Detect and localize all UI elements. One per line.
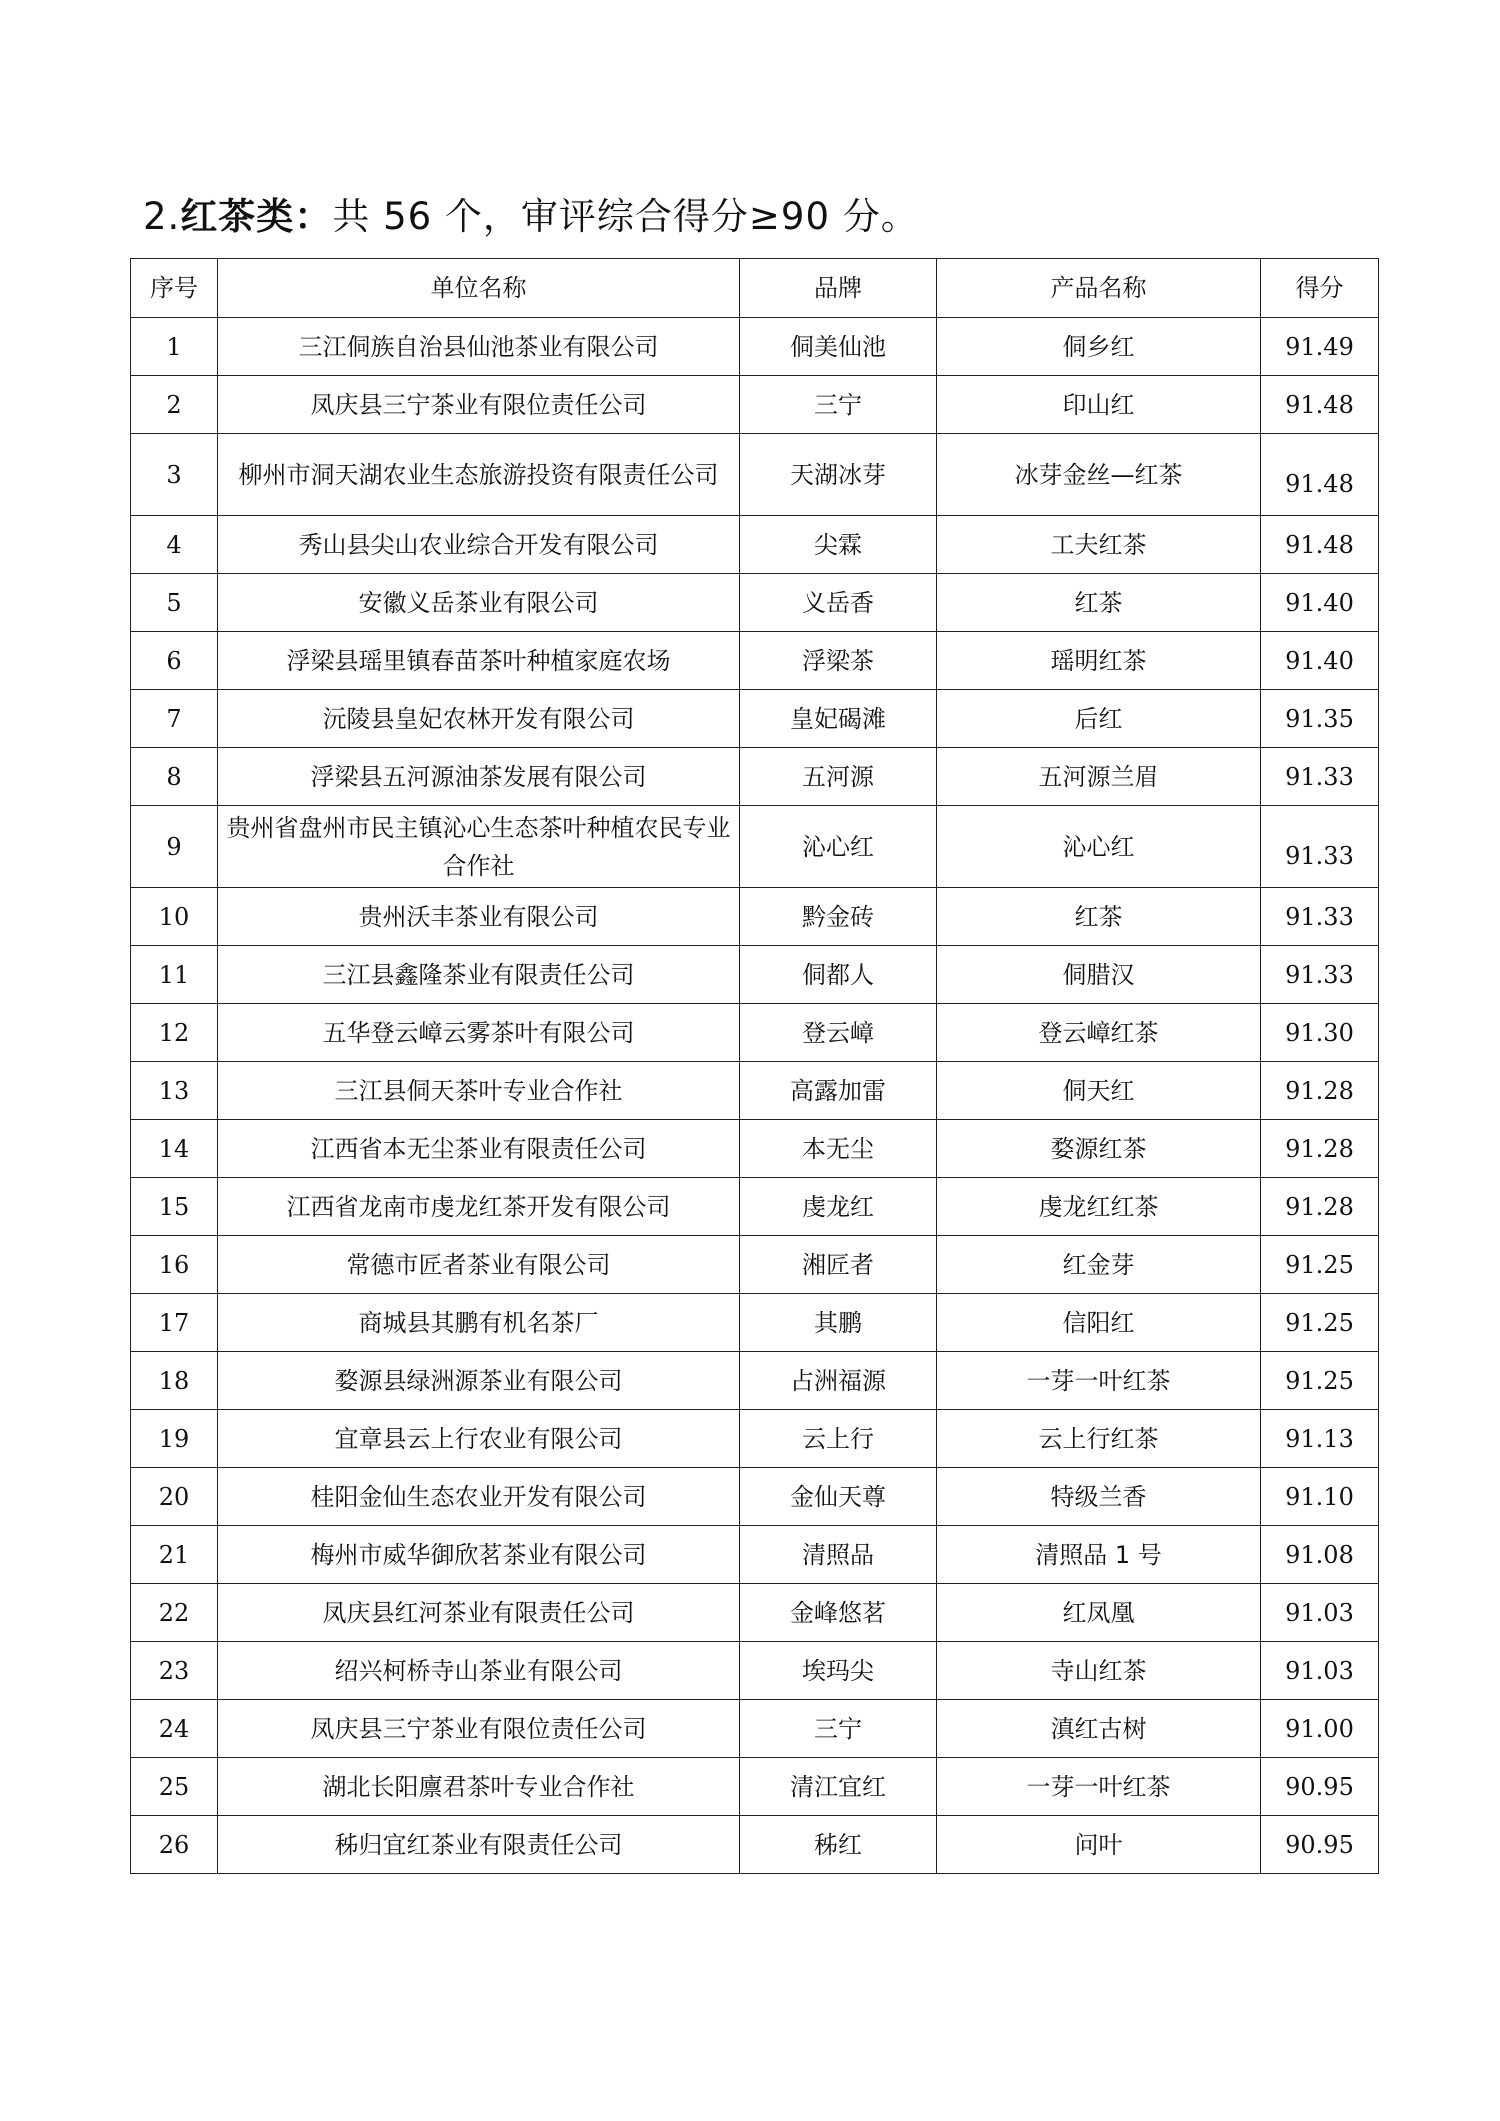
cell-company: 宜章县云上行农业有限公司 <box>218 1410 740 1468</box>
section-heading <box>143 192 919 242</box>
cell-company: 三江县鑫隆茶业有限责任公司 <box>218 946 740 1004</box>
cell-brand: 侗都人 <box>740 946 937 1004</box>
cell-brand: 清照品 <box>740 1526 937 1584</box>
cell-product: 婺源红茶 <box>937 1120 1261 1178</box>
heading-summary: 共 56 个，审评综合得分≥90 分。 <box>332 195 919 238</box>
cell-company: 梅州市威华御欣茗茶业有限公司 <box>218 1526 740 1584</box>
cell-seq: 6 <box>131 632 218 690</box>
cell-score: 91.10 <box>1261 1468 1379 1526</box>
cell-product: 问叶 <box>937 1816 1261 1874</box>
cell-company: 江西省本无尘茶业有限责任公司 <box>218 1120 740 1178</box>
table-row <box>131 1294 1379 1352</box>
table-row <box>131 1758 1379 1816</box>
cell-score: 91.30 <box>1261 1004 1379 1062</box>
table-row <box>131 946 1379 1004</box>
cell-brand: 五河源 <box>740 748 937 806</box>
cell-seq: 5 <box>131 574 218 632</box>
cell-seq: 2 <box>131 376 218 434</box>
cell-company: 秀山县尖山农业综合开发有限公司 <box>218 516 740 574</box>
cell-product: 红金芽 <box>937 1236 1261 1294</box>
header-seq: 序号 <box>131 259 218 318</box>
cell-score: 91.28 <box>1261 1062 1379 1120</box>
cell-score: 91.40 <box>1261 632 1379 690</box>
cell-seq: 9 <box>131 806 218 888</box>
cell-company: 湖北长阳廪君茶叶专业合作社 <box>218 1758 740 1816</box>
cell-company: 沅陵县皇妃农林开发有限公司 <box>218 690 740 748</box>
cell-seq: 12 <box>131 1004 218 1062</box>
cell-seq: 19 <box>131 1410 218 1468</box>
cell-product: 一芽一叶红茶 <box>937 1758 1261 1816</box>
cell-product: 虔龙红红茶 <box>937 1178 1261 1236</box>
header-product: 产品名称 <box>937 259 1261 318</box>
cell-score: 90.95 <box>1261 1816 1379 1874</box>
cell-score: 91.25 <box>1261 1352 1379 1410</box>
table-row <box>131 516 1379 574</box>
cell-brand: 占洲福源 <box>740 1352 937 1410</box>
cell-seq: 26 <box>131 1816 218 1874</box>
cell-product: 清照品 1 号 <box>937 1526 1261 1584</box>
table-row <box>131 434 1379 516</box>
cell-seq: 3 <box>131 434 218 516</box>
cell-product: 工夫红茶 <box>937 516 1261 574</box>
cell-brand: 三宁 <box>740 376 937 434</box>
cell-score: 91.25 <box>1261 1294 1379 1352</box>
cell-seq: 20 <box>131 1468 218 1526</box>
cell-company: 凤庆县三宁茶业有限位责任公司 <box>218 1700 740 1758</box>
cell-product: 云上行红茶 <box>937 1410 1261 1468</box>
cell-seq: 25 <box>131 1758 218 1816</box>
cell-score: 91.00 <box>1261 1700 1379 1758</box>
table-row <box>131 376 1379 434</box>
cell-score: 91.13 <box>1261 1410 1379 1468</box>
table-row <box>131 690 1379 748</box>
cell-score: 91.08 <box>1261 1526 1379 1584</box>
table-row <box>131 1120 1379 1178</box>
cell-brand: 其鹏 <box>740 1294 937 1352</box>
cell-company: 浮梁县五河源油茶发展有限公司 <box>218 748 740 806</box>
header-score: 得分 <box>1261 259 1379 318</box>
table-body <box>131 318 1379 1874</box>
cell-seq: 1 <box>131 318 218 376</box>
cell-company: 柳州市洞天湖农业生态旅游投资有限责任公司 <box>218 434 740 516</box>
cell-brand: 埃玛尖 <box>740 1642 937 1700</box>
cell-brand: 清江宜红 <box>740 1758 937 1816</box>
cell-brand: 黔金砖 <box>740 888 937 946</box>
table-row <box>131 1062 1379 1120</box>
cell-seq: 14 <box>131 1120 218 1178</box>
cell-product: 侗天红 <box>937 1062 1261 1120</box>
cell-score: 90.95 <box>1261 1758 1379 1816</box>
cell-score: 91.48 <box>1261 376 1379 434</box>
cell-brand: 侗美仙池 <box>740 318 937 376</box>
cell-seq: 15 <box>131 1178 218 1236</box>
cell-score: 91.35 <box>1261 690 1379 748</box>
table-row <box>131 806 1379 888</box>
cell-product: 侗乡红 <box>937 318 1261 376</box>
cell-score: 91.03 <box>1261 1642 1379 1700</box>
cell-product: 特级兰香 <box>937 1468 1261 1526</box>
cell-brand: 三宁 <box>740 1700 937 1758</box>
table-row <box>131 748 1379 806</box>
table-row <box>131 1236 1379 1294</box>
cell-product: 五河源兰眉 <box>937 748 1261 806</box>
cell-score: 91.48 <box>1261 516 1379 574</box>
cell-product: 红茶 <box>937 574 1261 632</box>
cell-brand: 尖霖 <box>740 516 937 574</box>
cell-score: 91.33 <box>1261 806 1379 888</box>
cell-company: 凤庆县红河茶业有限责任公司 <box>218 1584 740 1642</box>
cell-seq: 4 <box>131 516 218 574</box>
cell-product: 瑶明红茶 <box>937 632 1261 690</box>
results-table <box>130 258 1379 1874</box>
cell-brand: 金仙天尊 <box>740 1468 937 1526</box>
cell-seq: 22 <box>131 1584 218 1642</box>
cell-company: 绍兴柯桥寺山茶业有限公司 <box>218 1642 740 1700</box>
cell-brand: 皇妃碣滩 <box>740 690 937 748</box>
cell-product: 红茶 <box>937 888 1261 946</box>
table-row <box>131 888 1379 946</box>
table-row <box>131 574 1379 632</box>
cell-score: 91.33 <box>1261 748 1379 806</box>
table-row <box>131 1004 1379 1062</box>
table-row <box>131 1468 1379 1526</box>
cell-seq: 18 <box>131 1352 218 1410</box>
header-company: 单位名称 <box>218 259 740 318</box>
cell-seq: 7 <box>131 690 218 748</box>
cell-seq: 16 <box>131 1236 218 1294</box>
cell-score: 91.25 <box>1261 1236 1379 1294</box>
table-row <box>131 1816 1379 1874</box>
table-row <box>131 1352 1379 1410</box>
cell-brand: 本无尘 <box>740 1120 937 1178</box>
cell-company: 秭归宜红茶业有限责任公司 <box>218 1816 740 1874</box>
cell-seq: 13 <box>131 1062 218 1120</box>
cell-brand: 云上行 <box>740 1410 937 1468</box>
cell-company: 江西省龙南市虔龙红茶开发有限公司 <box>218 1178 740 1236</box>
cell-score: 91.48 <box>1261 434 1379 516</box>
cell-product: 红凤凰 <box>937 1584 1261 1642</box>
cell-product: 一芽一叶红茶 <box>937 1352 1261 1410</box>
cell-brand: 秭红 <box>740 1816 937 1874</box>
cell-company: 贵州沃丰茶业有限公司 <box>218 888 740 946</box>
cell-brand: 义岳香 <box>740 574 937 632</box>
table-header-row <box>131 259 1379 318</box>
cell-product: 后红 <box>937 690 1261 748</box>
cell-product: 沁心红 <box>937 806 1261 888</box>
cell-score: 91.40 <box>1261 574 1379 632</box>
cell-brand: 虔龙红 <box>740 1178 937 1236</box>
table-row <box>131 1178 1379 1236</box>
cell-brand: 登云嶂 <box>740 1004 937 1062</box>
cell-product: 侗腊汉 <box>937 946 1261 1004</box>
cell-company: 浮梁县瑶里镇春苗茶叶种植家庭农场 <box>218 632 740 690</box>
table-row <box>131 1642 1379 1700</box>
cell-product: 寺山红茶 <box>937 1642 1261 1700</box>
table-row <box>131 632 1379 690</box>
cell-score: 91.33 <box>1261 888 1379 946</box>
table-row <box>131 318 1379 376</box>
cell-brand: 金峰悠茗 <box>740 1584 937 1642</box>
cell-seq: 23 <box>131 1642 218 1700</box>
cell-product: 信阳红 <box>937 1294 1261 1352</box>
cell-seq: 11 <box>131 946 218 1004</box>
cell-seq: 21 <box>131 1526 218 1584</box>
cell-seq: 8 <box>131 748 218 806</box>
cell-company: 桂阳金仙生态农业开发有限公司 <box>218 1468 740 1526</box>
cell-company: 三江侗族自治县仙池茶业有限公司 <box>218 318 740 376</box>
cell-company: 贵州省盘州市民主镇沁心生态茶叶种植农民专业合作社 <box>218 806 740 888</box>
cell-seq: 10 <box>131 888 218 946</box>
header-brand: 品牌 <box>740 259 937 318</box>
cell-seq: 24 <box>131 1700 218 1758</box>
heading-category: 红茶类： <box>180 195 333 238</box>
table-row <box>131 1700 1379 1758</box>
cell-brand: 高露加雷 <box>740 1062 937 1120</box>
cell-seq: 17 <box>131 1294 218 1352</box>
cell-score: 91.33 <box>1261 946 1379 1004</box>
cell-score: 91.49 <box>1261 318 1379 376</box>
cell-company: 安徽义岳茶业有限公司 <box>218 574 740 632</box>
cell-brand: 天湖冰芽 <box>740 434 937 516</box>
table-row <box>131 1410 1379 1468</box>
table-row <box>131 1526 1379 1584</box>
cell-product: 滇红古树 <box>937 1700 1261 1758</box>
cell-company: 凤庆县三宁茶业有限位责任公司 <box>218 376 740 434</box>
cell-score: 91.03 <box>1261 1584 1379 1642</box>
cell-product: 登云嶂红茶 <box>937 1004 1261 1062</box>
cell-company: 商城县其鹏有机名茶厂 <box>218 1294 740 1352</box>
cell-score: 91.28 <box>1261 1120 1379 1178</box>
cell-product: 印山红 <box>937 376 1261 434</box>
heading-number: 2. <box>143 195 181 238</box>
cell-score: 91.28 <box>1261 1178 1379 1236</box>
cell-company: 五华登云嶂云雾茶叶有限公司 <box>218 1004 740 1062</box>
cell-brand: 湘匠者 <box>740 1236 937 1294</box>
cell-company: 三江县侗天茶叶专业合作社 <box>218 1062 740 1120</box>
cell-company: 婺源县绿洲源茶业有限公司 <box>218 1352 740 1410</box>
cell-company: 常德市匠者茶业有限公司 <box>218 1236 740 1294</box>
table-row <box>131 1584 1379 1642</box>
cell-product: 冰芽金丝—红茶 <box>937 434 1261 516</box>
cell-brand: 沁心红 <box>740 806 937 888</box>
cell-brand: 浮梁茶 <box>740 632 937 690</box>
